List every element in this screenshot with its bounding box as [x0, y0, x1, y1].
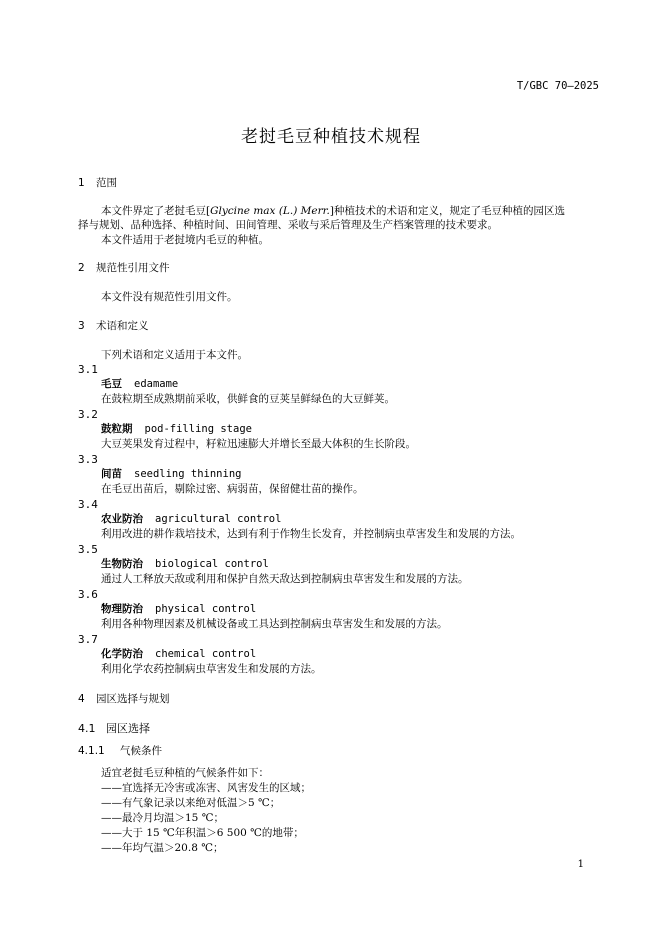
section-number: 2: [78, 262, 85, 274]
term-zh: 农业防治: [101, 513, 143, 525]
term-en: physical control: [155, 603, 257, 615]
term-en: edamame: [134, 378, 179, 390]
terms-intro: 下列术语和定义适用于本文件。: [101, 349, 248, 361]
term-number: 3.5: [78, 543, 98, 556]
subsection-title: 园区选择: [106, 722, 150, 735]
subsection-number: 4.1: [78, 722, 96, 735]
section-number: 1: [78, 177, 85, 189]
list-item: ——宜选择无冷害或冻害、风害发生的区域；: [101, 782, 311, 794]
subsection-4-1-1-heading: [78, 744, 162, 759]
section-2-heading: [78, 261, 170, 276]
term-definition: 在鼓粒期至成熟期前采收，供鲜食的豆荚呈鲜绿色的大豆鲜荚。: [101, 393, 395, 405]
scope-paragraph-line-1: [101, 204, 565, 219]
term-en: chemical control: [155, 648, 257, 660]
term-definition: 利用化学农药控制病虫草害发生和发展的方法。: [101, 663, 322, 675]
term-en: seedling thinning: [134, 468, 242, 480]
term-entry: [101, 512, 281, 527]
section-number: 4: [78, 693, 85, 705]
subsection-number: 4.1.1: [78, 745, 105, 757]
term-entry: [101, 602, 256, 617]
section-title: 园区选择与规划: [96, 693, 170, 705]
term-zh: 化学防治: [101, 648, 143, 660]
normative-references-text: 本文件没有规范性引用文件。: [101, 291, 238, 303]
term-zh: 毛豆: [101, 378, 122, 390]
scope-paragraph-line-2: 择与规划、品种选择、种植时间、田间管理、采收与采后管理及生产档案管理的技术要求。: [78, 219, 498, 231]
section-1-heading: [78, 176, 117, 191]
term-en: biological control: [155, 558, 269, 570]
list-item: ——有气象记录以来绝对低温＞5 ℃；: [101, 797, 281, 809]
list-item: ——大于 15 ℃年积温＞6 500 ℃的地带；: [101, 827, 304, 839]
term-definition: 在毛豆出苗后，剔除过密、病弱苗，保留健壮苗的操作。: [101, 483, 364, 495]
term-zh: 物理防治: [101, 603, 143, 615]
section-title: 规范性引用文件: [96, 262, 170, 274]
text-run: ]种植技术的术语和定义，规定了毛豆种植的园区选: [329, 205, 565, 217]
text-run: 本文件界定了老挝毛豆[: [101, 205, 211, 217]
term-entry: [101, 377, 178, 392]
standard-code: T/GBC 70—2025: [516, 80, 599, 92]
subsection-title: 气候条件: [120, 745, 162, 757]
section-title: 范围: [96, 177, 117, 189]
term-number: 3.3: [78, 453, 98, 466]
latin-name: Glycine max (L.) Merr.: [210, 205, 330, 217]
document-title: 老挝毛豆种植技术规程: [241, 127, 421, 147]
term-definition: 通过人工释放天敌或利用和保护自然天敌达到控制病虫草害发生和发展的方法。: [101, 573, 469, 585]
term-number: 3.1: [78, 363, 98, 376]
term-number: 3.2: [78, 408, 98, 421]
term-definition: 利用改进的耕作栽培技术，达到有利于作物生长发育，并控制病虫草害发生和发展的方法。: [101, 528, 521, 540]
term-number: 3.4: [78, 498, 98, 511]
term-zh: 生物防治: [101, 558, 143, 570]
term-definition: 利用各种物理因素及机械设备或工具达到控制病虫草害发生和发展的方法。: [101, 618, 448, 630]
page-number: 1: [577, 859, 584, 870]
section-4-heading: [78, 692, 170, 707]
section-title: 术语和定义: [96, 320, 149, 332]
term-definition: 大豆荚果发育过程中，籽粒迅速膨大并增长至最大体积的生长阶段。: [101, 438, 416, 450]
term-zh: 鼓粒期: [101, 423, 133, 435]
list-item: ——最冷月均温＞15 ℃；: [101, 812, 224, 824]
term-en: pod-filling stage: [144, 423, 252, 435]
scope-applicability: 本文件适用于老挝境内毛豆的种植。: [101, 234, 269, 246]
term-number: 3.6: [78, 588, 98, 601]
section-3-heading: [78, 319, 149, 334]
term-entry: [101, 422, 252, 437]
term-en: agricultural control: [155, 513, 282, 525]
term-entry: [101, 467, 241, 482]
term-number: 3.7: [78, 633, 98, 646]
term-entry: [101, 647, 256, 662]
list-item: ——年均气温＞20.8 ℃；: [101, 842, 224, 854]
subsection-4-1-heading: [78, 721, 150, 736]
term-zh: 间苗: [101, 468, 122, 480]
climate-intro: 适宜老挝毛豆种植的气候条件如下：: [101, 767, 269, 779]
section-number: 3: [78, 320, 85, 332]
term-entry: [101, 557, 269, 572]
